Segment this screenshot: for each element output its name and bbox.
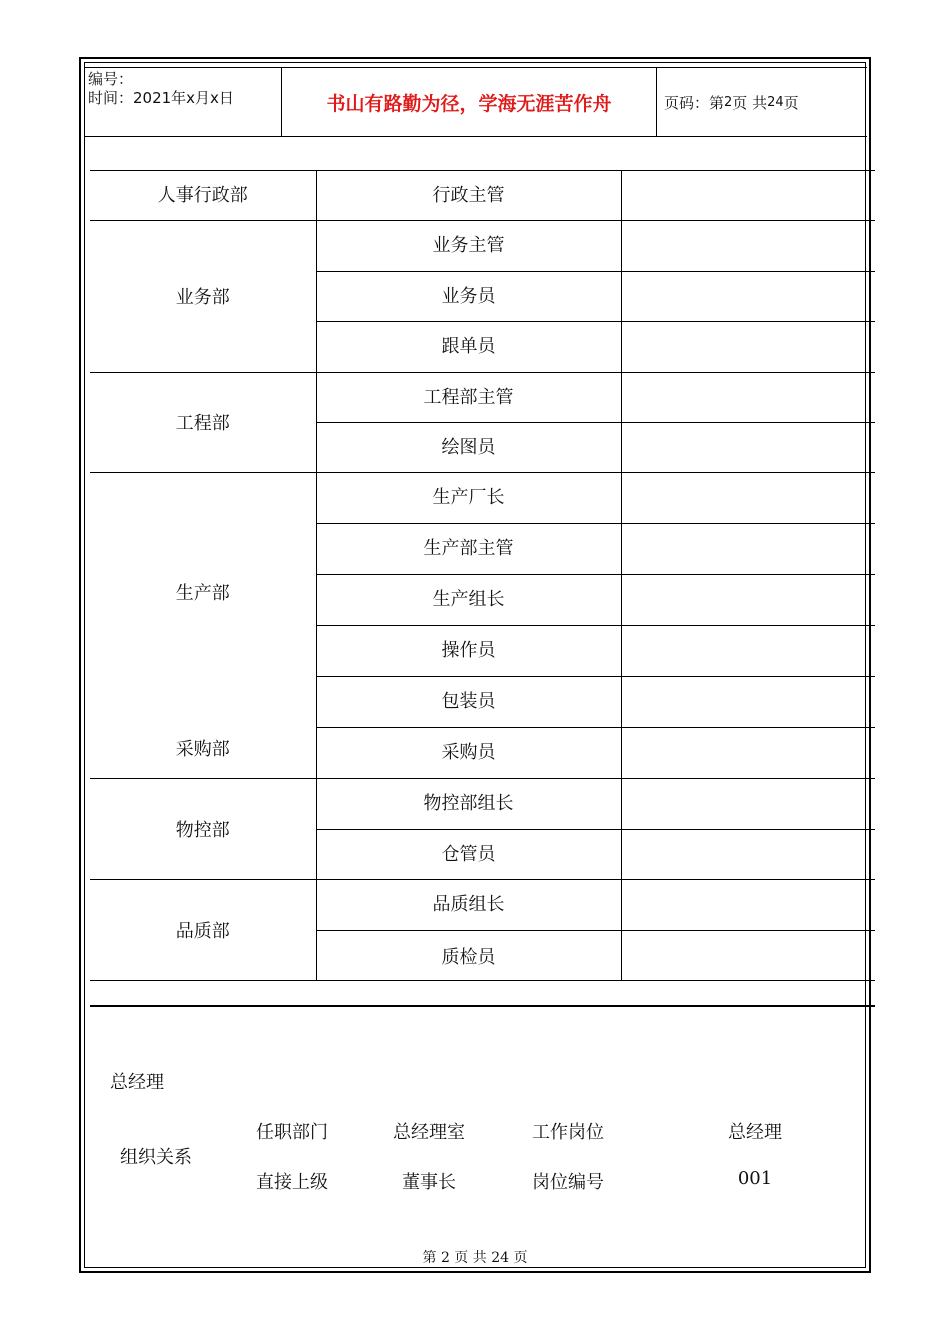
document-header — [84, 67, 867, 137]
blank-cell — [621, 322, 875, 372]
table-row — [90, 221, 875, 271]
position-cell: 生产厂长 — [316, 473, 621, 524]
position-cell: 仓管员 — [316, 829, 621, 879]
blank-cell — [621, 728, 875, 779]
header-slogan: 书山有路勤为径，学海无涯苦作舟 — [281, 68, 657, 136]
org-cell: 董事长 — [402, 1172, 456, 1193]
dept-name: 生产部 — [175, 583, 230, 605]
section-title: 总经理 — [110, 1072, 164, 1093]
position-cell: 业务主管 — [316, 221, 621, 271]
header-page-mid: 页 共 — [732, 93, 768, 112]
header-number-label: 编号： — [88, 70, 134, 88]
dept-cell-merged — [90, 473, 316, 779]
dept-cell: 人事行政部 — [90, 171, 316, 221]
section-divider — [90, 1005, 875, 1007]
header-meta — [88, 70, 280, 108]
org-cell: 岗位编号 — [532, 1172, 604, 1193]
position-cell: 行政主管 — [316, 171, 621, 221]
org-cell: 001 — [737, 1168, 773, 1189]
blank-cell — [621, 829, 875, 879]
position-cell: 工程部主管 — [316, 372, 621, 422]
position-cell: 品质组长 — [316, 880, 621, 930]
dept-cell: 物控部 — [90, 779, 316, 880]
header-page-info — [664, 68, 799, 136]
blank-cell — [621, 221, 875, 271]
org-cell: 总经理室 — [393, 1122, 465, 1143]
page-footer: 第 2 页 共 24 页 — [422, 1250, 528, 1266]
blank-cell — [621, 626, 875, 677]
table-row — [90, 372, 875, 422]
blank-cell — [621, 779, 875, 829]
blank-cell — [621, 473, 875, 524]
blank-cell — [621, 524, 875, 575]
blank-cell — [621, 171, 875, 221]
blank-cell — [621, 271, 875, 321]
header-page-label: 页码：第 — [664, 93, 725, 112]
blank-cell — [621, 930, 875, 980]
org-cell: 直接上级 — [256, 1172, 328, 1193]
position-cell: 包装员 — [316, 677, 621, 728]
table-row — [90, 171, 875, 221]
blank-cell — [621, 880, 875, 930]
org-cell: 总经理 — [728, 1122, 782, 1143]
table-row — [90, 779, 875, 829]
position-cell: 绘图员 — [316, 422, 621, 472]
blank-cell — [621, 575, 875, 626]
department-position-table — [90, 170, 875, 981]
org-cell: 工作岗位 — [532, 1122, 604, 1143]
position-cell: 质检员 — [316, 930, 621, 980]
position-cell: 操作员 — [316, 626, 621, 677]
header-page-total: 24 — [767, 94, 784, 110]
dept-cell: 业务部 — [90, 221, 316, 372]
position-cell: 采购员 — [316, 728, 621, 779]
org-relation-label: 组织关系 — [120, 1147, 192, 1168]
dept-cell: 品质部 — [90, 880, 316, 981]
table-row — [90, 473, 875, 524]
blank-cell — [621, 677, 875, 728]
position-cell: 生产组长 — [316, 575, 621, 626]
blank-cell — [621, 372, 875, 422]
dept-name: 采购部 — [175, 739, 230, 761]
header-page-suffix: 页 — [783, 93, 799, 112]
position-cell: 物控部组长 — [316, 779, 621, 829]
table-row — [90, 880, 875, 930]
org-cell: 任职部门 — [256, 1122, 328, 1143]
blank-cell — [621, 422, 875, 472]
position-cell: 跟单员 — [316, 322, 621, 372]
position-cell: 生产部主管 — [316, 524, 621, 575]
header-page-number: 2 — [724, 94, 733, 110]
header-date: 时间：2021年x月x日 — [88, 89, 234, 107]
position-cell: 业务员 — [316, 271, 621, 321]
dept-cell: 工程部 — [90, 372, 316, 473]
